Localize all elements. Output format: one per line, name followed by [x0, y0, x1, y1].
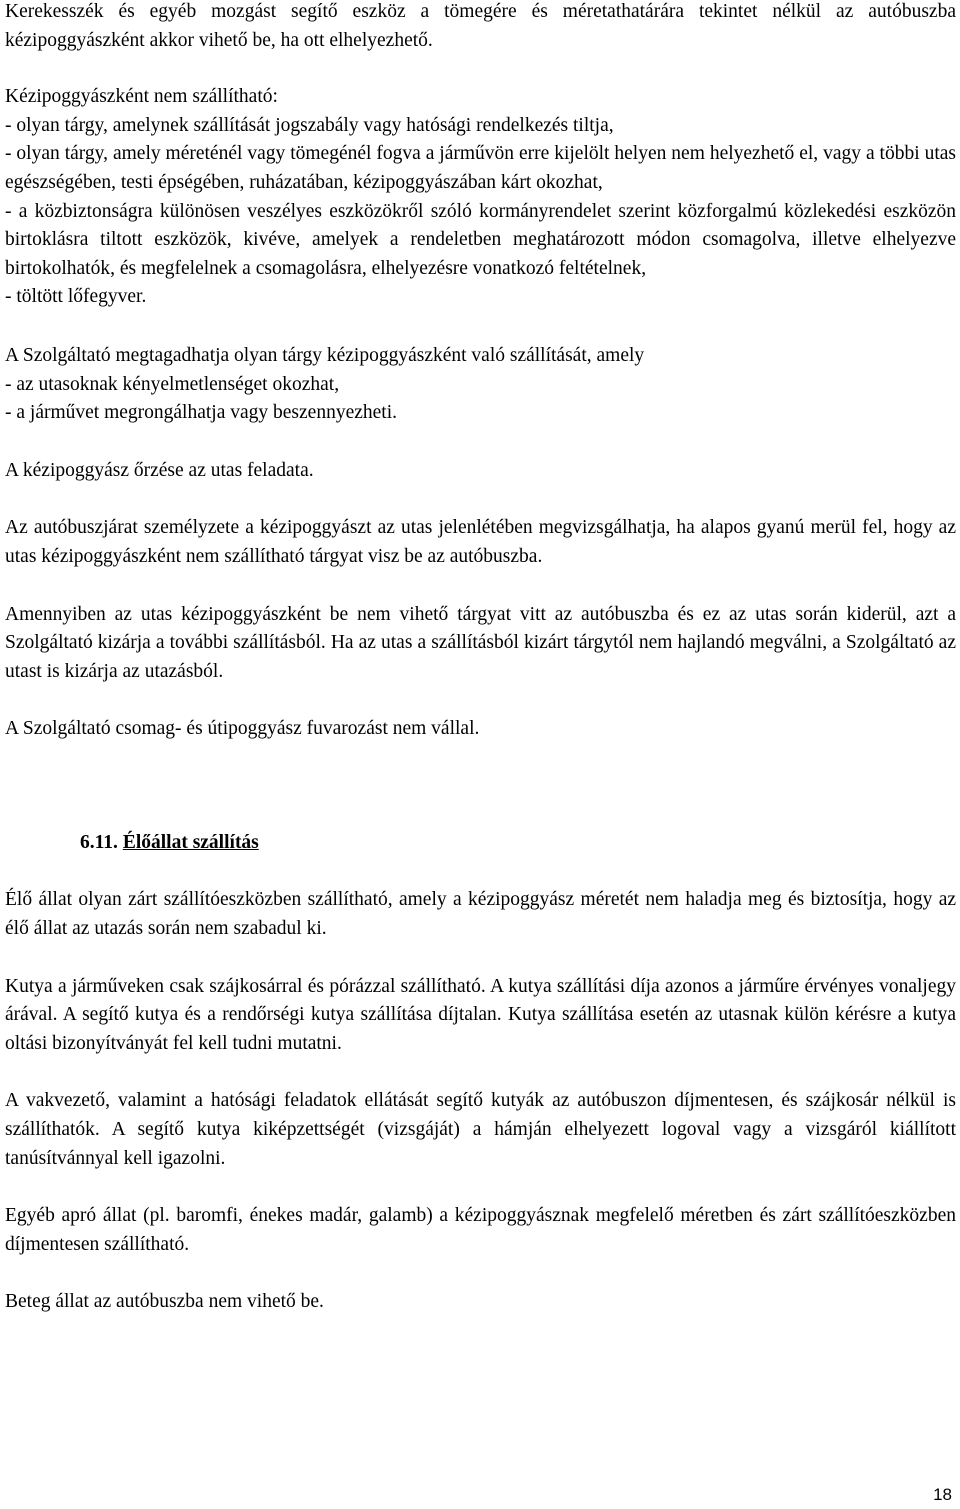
section-heading: [5, 829, 956, 858]
prohibited-item-3: - a közbiztonságra különösen veszélyes eszközökről szóló kormányrendelet szerint közforgalmú közlekedési eszközön birtoklásra tiltott eszközök, kivéve, amelyek a rendeletben meghatározott módon csomagolva, illetve elhelyezve birtokolhatók, és megfelelnek a csomagolásra, elhelyezésre vonatkozó feltételnek,: [5, 200, 956, 279]
prohibited-item-2: - olyan tárgy, amely méreténél vagy tömegénél fogva a járművön erre kijelölt helyen nem helyezhető el, vagy a többi utas egészségében, testi épségében, ruházatában, kézipoggyászában kárt okozhat,: [5, 143, 956, 193]
paragraph-small-animals: Egyéb apró állat (pl. baromfi, énekes madár, galamb) a kézipoggyásznak megfelelő méretben és zárt szállítóeszközben díjmentesen szállítható.: [5, 1205, 956, 1255]
paragraph-custody: A kézipoggyász őrzése az utas feladata.: [5, 459, 314, 481]
document-page: [5, 0, 956, 1317]
prohibited-intro: Kézipoggyászként nem szállítható:: [5, 86, 278, 108]
paragraph-guide-dogs: A vakvezető, valamint a hatósági feladatok ellátását segítő kutyák az autóbuszon díjmentesen, és szájkosár nélkül is szállíthatók. A segítő kutya kiképzettségét (vizsgáját) a hámján elhelyezett logoval vagy a vizsgáról kiállított tanúsítvánnyal kell igazolni.: [5, 1090, 956, 1169]
paragraph-dogs: Kutya a járműveken csak szájkosárral és pórázzal szállítható. A kutya szállítási díja azonos a járműre érvényes vonaljegy árával. A segítő kutya és a rendőrségi kutya szállítása díjtalan. Kutya szállítása esetén az utasnak külön kérésre a kutya oltási bizonyítványát fel kell tudni mutatni.: [5, 975, 956, 1054]
section-title: Élőállat szállítás: [122, 831, 259, 853]
refusal-item-2: - a járművet megrongálhatja vagy beszennyezheti.: [5, 402, 397, 424]
refusal-item-1: - az utasoknak kényelmetlenséget okozhat,: [5, 373, 340, 395]
paragraph-wheelchair: Kerekesszék és egyéb mozgást segítő eszköz a tömegére és méretathatárára tekintet nélkül az autóbuszba kézipoggyászként akkor vihető be, ha ott elhelyezhető.: [5, 1, 956, 51]
paragraph-exclusion: Amennyiben az utas kézipoggyászként be nem vihető tárgyat vitt az autóbuszba és ez az utas során kiderül, azt a Szolgáltató kizárja a további szállításból. Ha az utas a szállításból kizárt tárgytól nem hajlandó megválni, a Szolgáltató az utast is kizárja az utazásból.: [5, 603, 956, 682]
paragraph-refusal: [5, 342, 956, 428]
paragraph-live-animal: Élő állat olyan zárt szállítóeszközben szállítható, amely a kézipoggyász méretét nem haladja meg és biztosítja, hogy az élő állat az utazás során nem szabadul ki.: [5, 889, 956, 940]
paragraph-prohibited-items: [5, 83, 956, 312]
paragraph-no-luggage-transport: A Szolgáltató csomag- és útipoggyász fuvarozást nem vállal.: [5, 718, 480, 740]
prohibited-item-1: - olyan tárgy, amelynek szállítását jogszabály vagy hatósági rendelkezés tiltja,: [5, 114, 614, 136]
paragraph-inspection: Az autóbuszjárat személyzete a kézipoggyászt az utas jelenlétében megvizsgálhatja, ha alapos gyanú merül fel, hogy az utas kézipoggyászként nem szállítható tárgyat visz be az autóbuszba.: [5, 517, 956, 567]
page-number: 18: [933, 1485, 952, 1504]
section-number: 6.11.: [80, 831, 118, 853]
refusal-intro: A Szolgáltató megtagadhatja olyan tárgy kézipoggyászként való szállítását, amely: [5, 344, 645, 366]
prohibited-item-4: - töltött lőfegyver.: [5, 286, 147, 308]
paragraph-sick-animal: Beteg állat az autóbuszba nem vihető be.: [5, 1291, 324, 1313]
